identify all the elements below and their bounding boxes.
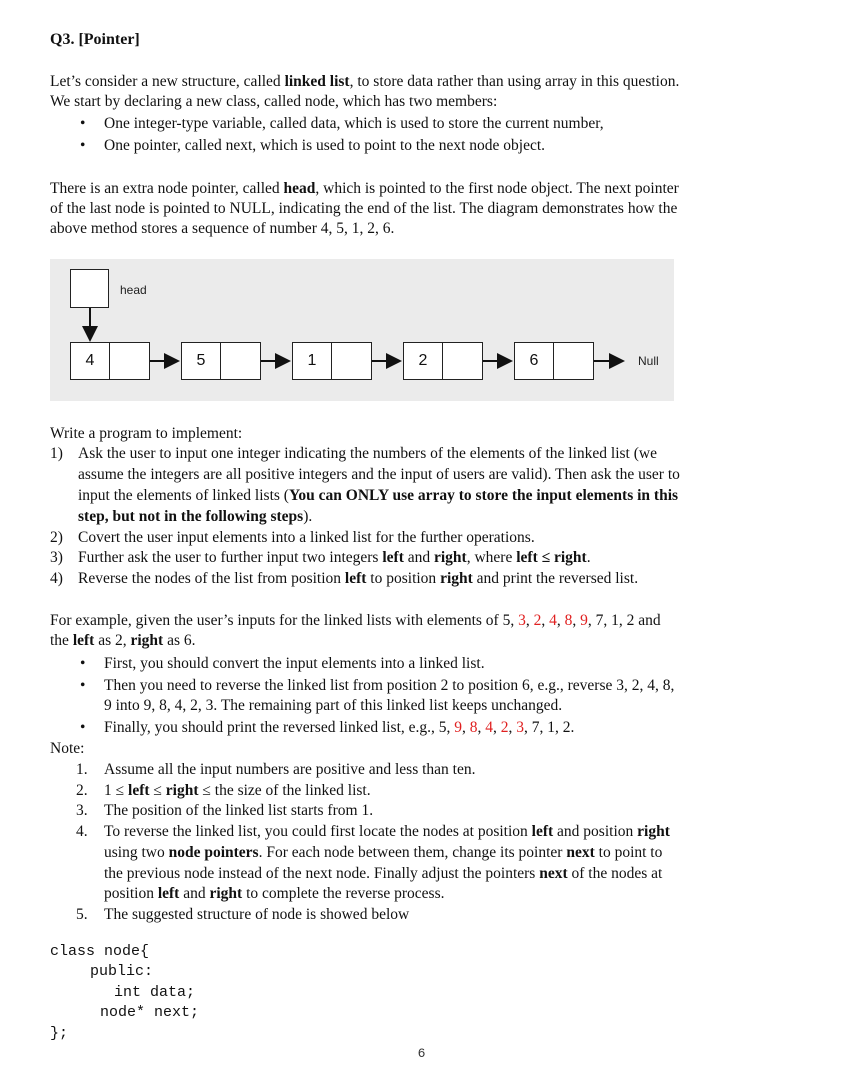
note-4-line-4 bbox=[104, 884, 444, 904]
code-line-4: node* next; bbox=[100, 1004, 200, 1021]
example-bullet-3 bbox=[104, 718, 574, 738]
text: , which is pointed to the first node object. The next pointer bbox=[315, 180, 679, 197]
text: the previous node instead of the next node. Finally adjust the pointers bbox=[104, 865, 540, 882]
text: ≤ the size of the linked list. bbox=[198, 782, 371, 799]
text: , 7, 1, 2. bbox=[524, 719, 575, 736]
text: , bbox=[541, 612, 550, 629]
step-number: 3) bbox=[50, 549, 63, 566]
node-data-4: 2 bbox=[403, 342, 443, 380]
step-number: 1) bbox=[50, 445, 63, 462]
para2-line-1 bbox=[50, 179, 679, 199]
term-right: right bbox=[440, 570, 473, 587]
text: and position bbox=[553, 823, 638, 840]
note-1: Assume all the input numbers are positive and less than ten. bbox=[104, 761, 476, 778]
term-linked-list: linked list bbox=[284, 73, 350, 90]
example-bullet-2-line-1: Then you need to reverse the linked list from position 2 to position 6, e.g., reverse 3, 2, 4, 8, bbox=[104, 677, 675, 694]
text: Let’s consider a new structure, called bbox=[50, 73, 285, 90]
example-bullet-1: First, you should convert the input elements into a linked list. bbox=[104, 655, 485, 672]
step-number: 4) bbox=[50, 570, 63, 587]
bullet-dot: • bbox=[80, 137, 86, 154]
text: . bbox=[586, 549, 591, 566]
node-data-5: 6 bbox=[514, 342, 554, 380]
code-line-5: }; bbox=[50, 1025, 69, 1042]
note-number: 1. bbox=[76, 761, 88, 778]
intro-line-2: We start by declaring a new class, called node, which has two members: bbox=[50, 93, 498, 110]
text: using two bbox=[104, 844, 169, 861]
text: to point to bbox=[594, 844, 663, 861]
bullet-dot: • bbox=[80, 115, 86, 132]
head-label: head bbox=[120, 283, 147, 297]
term-right: right bbox=[209, 885, 243, 902]
bullet-dot: • bbox=[80, 719, 86, 736]
text: ≤ bbox=[149, 782, 166, 799]
term-left: left bbox=[382, 549, 404, 566]
step-1-line-2: assume the integers are all positive integers and the input of users are valid). Then ask the user to bbox=[78, 466, 680, 483]
text: as 2, bbox=[94, 632, 131, 649]
text: of the nodes at bbox=[567, 865, 663, 882]
note-2 bbox=[104, 781, 371, 801]
term-left: left bbox=[531, 823, 554, 840]
node-data-3: 1 bbox=[292, 342, 332, 380]
term-right: right bbox=[434, 549, 467, 566]
note-number: 2. bbox=[76, 782, 88, 799]
node-data-2: 5 bbox=[181, 342, 221, 380]
para2-line-3: above method stores a sequence of number 4, 5, 1, 2, 6. bbox=[50, 220, 395, 237]
text: Reverse the nodes of the list from position bbox=[78, 570, 345, 587]
text: Finally, you should print the reversed linked list, e.g., 5, bbox=[104, 719, 455, 736]
node-data-1: 4 bbox=[70, 342, 110, 380]
text: . For each node between them, change its pointer bbox=[258, 844, 567, 861]
text: the bbox=[50, 632, 73, 649]
intro-bullet-1: One integer-type variable, called data, which is used to store the current number, bbox=[104, 115, 604, 132]
note-4-line-3 bbox=[104, 864, 662, 884]
step-number: 2) bbox=[50, 529, 63, 546]
null-label: Null bbox=[638, 354, 659, 368]
note-number: 5. bbox=[76, 906, 88, 923]
step-2: Covert the user input elements into a linked list for the further operations. bbox=[78, 529, 535, 546]
highlight-number: 2 bbox=[533, 612, 542, 629]
note-4-line-1 bbox=[104, 822, 670, 842]
step-1-line-3 bbox=[78, 486, 678, 506]
text: , 7, 1, 2 and bbox=[587, 612, 661, 629]
term-next: next bbox=[539, 865, 568, 882]
para2-line-2: of the last node is pointed to NULL, indicating the end of the list. The diagram demonstrates how the bbox=[50, 200, 678, 217]
node-next-4 bbox=[442, 342, 483, 380]
node-next-3 bbox=[331, 342, 372, 380]
example-bullet-2-line-2: 9 into 9, 8, 4, 2, 3. The remaining part of this linked list keeps unchanged. bbox=[104, 697, 563, 714]
code-line-2: public: bbox=[90, 963, 154, 980]
text: , bbox=[462, 719, 470, 736]
step-1-line-4 bbox=[78, 507, 312, 527]
text: , where bbox=[466, 549, 517, 566]
note-number: 3. bbox=[76, 802, 88, 819]
highlight-number: 8 bbox=[469, 719, 478, 736]
text: ). bbox=[303, 508, 313, 525]
node-next-1 bbox=[109, 342, 150, 380]
term-right: right bbox=[165, 782, 199, 799]
highlight-number: 3 bbox=[518, 612, 526, 629]
note-4-line-2 bbox=[104, 843, 662, 863]
condition: left ≤ right bbox=[516, 549, 587, 566]
highlight-number: 4 bbox=[485, 719, 494, 736]
text: 1 ≤ bbox=[104, 782, 129, 799]
text: , bbox=[493, 719, 501, 736]
term-right: right bbox=[130, 632, 164, 649]
intro-line-1 bbox=[50, 72, 679, 92]
step-3 bbox=[78, 548, 591, 568]
text: and bbox=[403, 549, 434, 566]
note-label: Note: bbox=[50, 740, 85, 757]
highlight-number: 8 bbox=[564, 612, 573, 629]
highlight-number: 9 bbox=[580, 612, 588, 629]
step-4 bbox=[78, 569, 638, 589]
text: to position bbox=[366, 570, 441, 587]
text: There is an extra node pointer, called bbox=[50, 180, 284, 197]
page-number: 6 bbox=[417, 1046, 426, 1061]
example-line-2 bbox=[50, 631, 196, 651]
emphasis: step, but not in the following steps bbox=[78, 508, 304, 525]
term-right: right bbox=[637, 823, 670, 840]
text: , bbox=[572, 612, 581, 629]
text: as 6. bbox=[163, 632, 196, 649]
code-line-1: class node{ bbox=[50, 943, 150, 960]
bullet-dot: • bbox=[80, 655, 86, 672]
term-left: left bbox=[157, 885, 180, 902]
code-line-3: int data; bbox=[114, 984, 196, 1001]
highlight-number: 2 bbox=[500, 719, 509, 736]
linked-list-diagram bbox=[50, 259, 674, 401]
term-left: left bbox=[72, 632, 95, 649]
highlight-number: 4 bbox=[549, 612, 557, 629]
highlight-number: 9 bbox=[454, 719, 463, 736]
text: , bbox=[525, 612, 534, 629]
text: Further ask the user to further input two integers bbox=[78, 549, 383, 566]
term-left: left bbox=[344, 570, 367, 587]
text: To reverse the linked list, you could first locate the nodes at position bbox=[104, 823, 532, 840]
example-line-1 bbox=[50, 611, 661, 631]
note-3: The position of the linked list starts from 1. bbox=[104, 802, 374, 819]
text: , bbox=[556, 612, 565, 629]
question-title: Q3. [Pointer] bbox=[50, 31, 140, 48]
node-next-2 bbox=[220, 342, 261, 380]
text: , bbox=[477, 719, 486, 736]
text: For example, given the user’s inputs for the linked lists with elements of 5, bbox=[50, 612, 519, 629]
term-head: head bbox=[283, 180, 316, 197]
step-1-line-1: Ask the user to input one integer indicating the numbers of the elements of the linked list (we bbox=[78, 445, 657, 462]
text: , bbox=[508, 719, 517, 736]
term-left: left bbox=[128, 782, 150, 799]
text: , to store data rather than using array in this question. bbox=[349, 73, 680, 90]
text: and bbox=[179, 885, 210, 902]
bullet-dot: • bbox=[80, 677, 86, 694]
note-number: 4. bbox=[76, 823, 88, 840]
text: input the elements of linked lists ( bbox=[78, 487, 289, 504]
text: to complete the reverse process. bbox=[242, 885, 445, 902]
term-node-pointers: node pointers bbox=[168, 844, 259, 861]
task-intro: Write a program to implement: bbox=[50, 425, 243, 442]
intro-bullet-2: One pointer, called next, which is used to point to the next node object. bbox=[104, 137, 546, 154]
highlight-number: 3 bbox=[516, 719, 525, 736]
node-next-5 bbox=[553, 342, 594, 380]
text: and print the reversed list. bbox=[472, 570, 639, 587]
text: position bbox=[104, 885, 158, 902]
term-next: next bbox=[566, 844, 595, 861]
emphasis: You can ONLY use array to store the input elements in this bbox=[288, 487, 679, 504]
note-5: The suggested structure of node is showed below bbox=[104, 906, 410, 923]
